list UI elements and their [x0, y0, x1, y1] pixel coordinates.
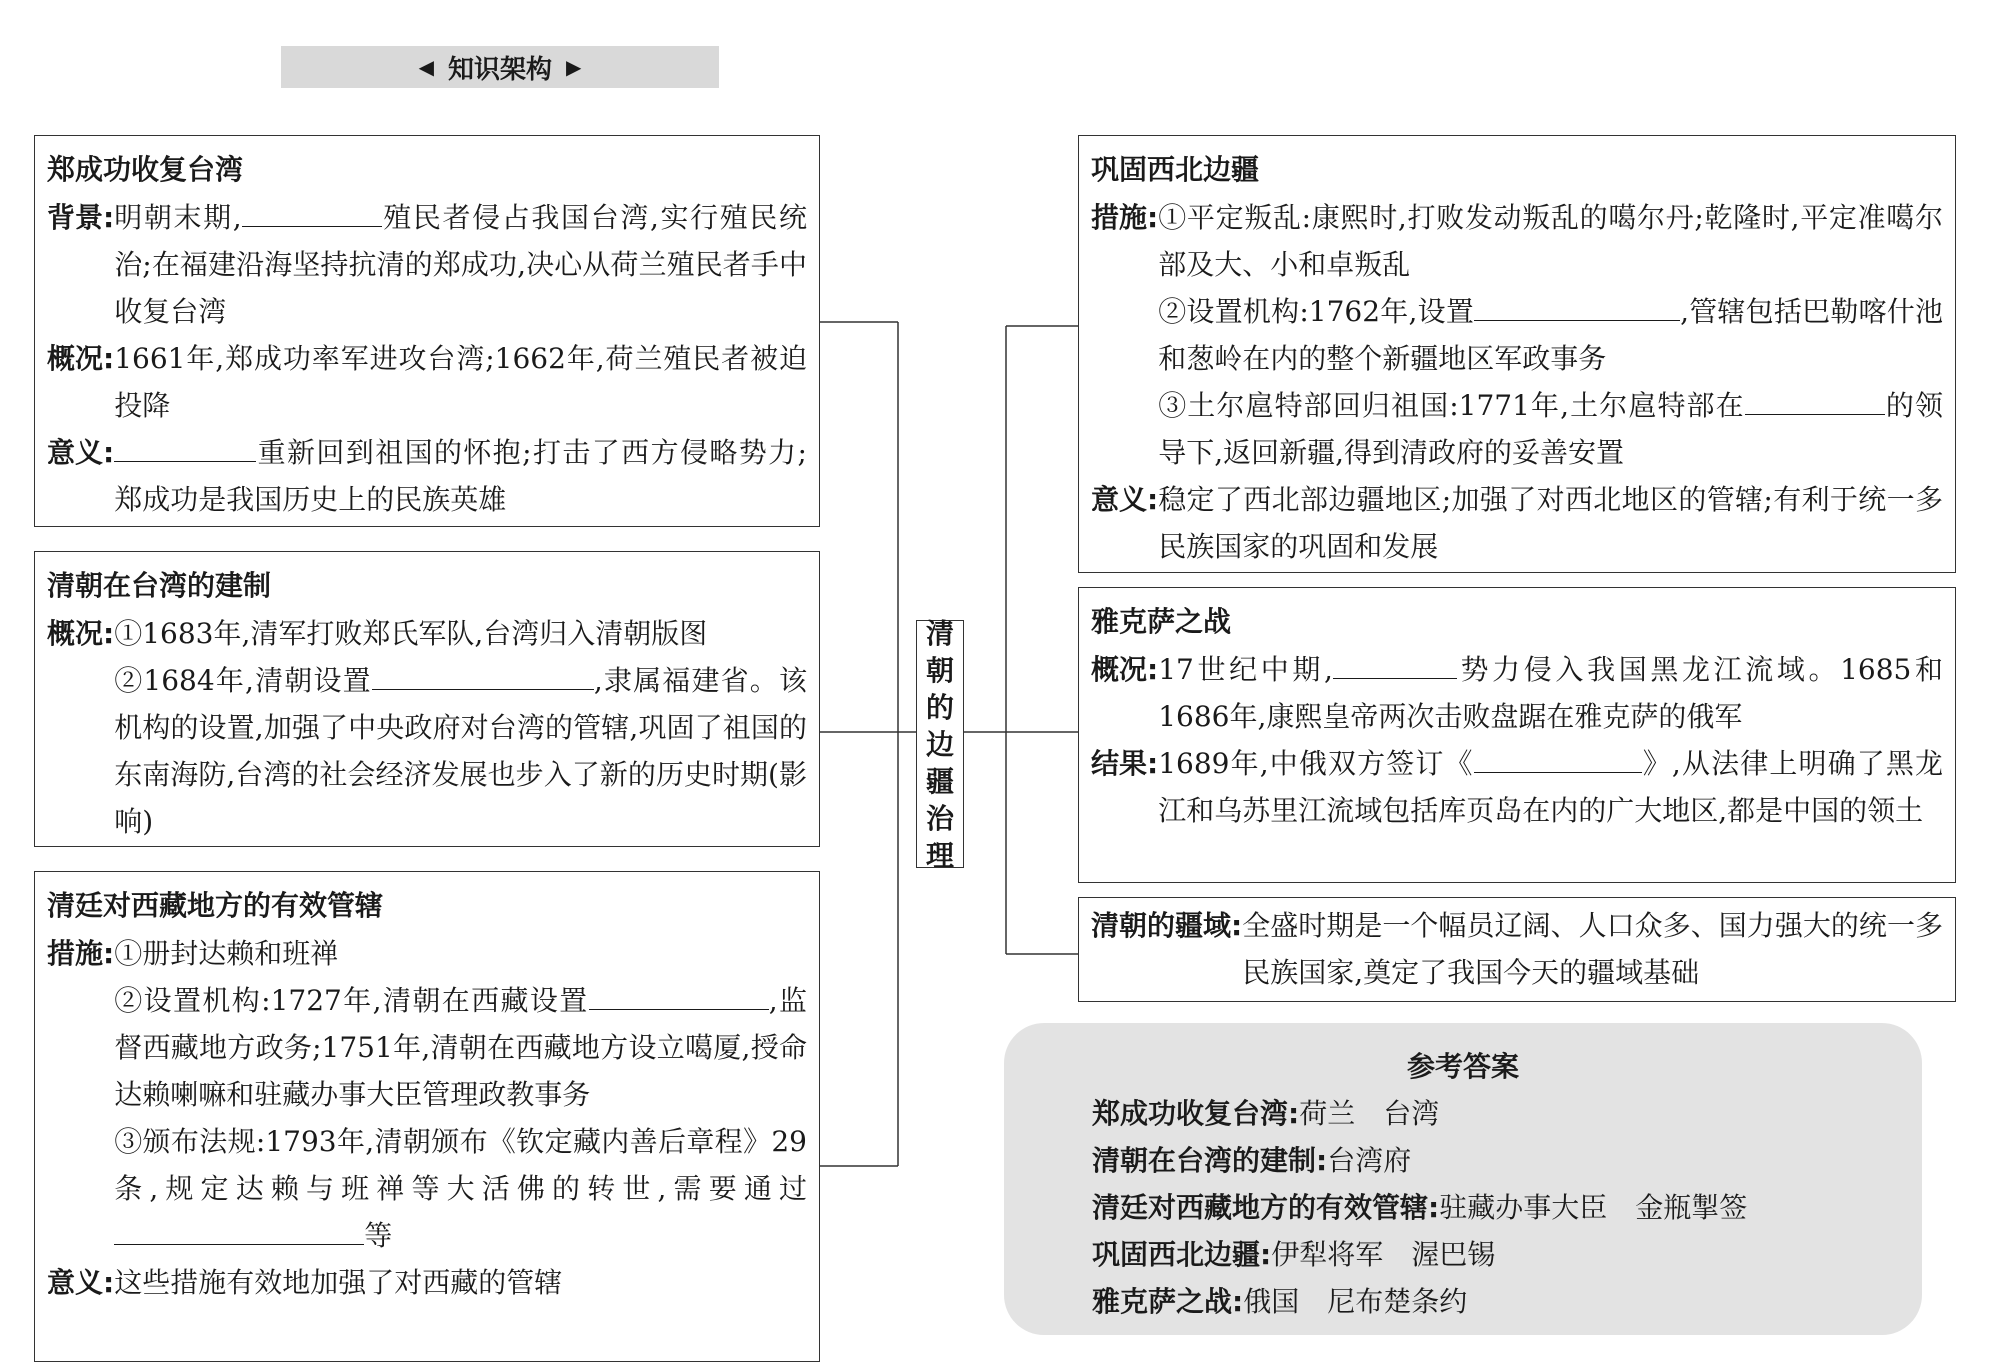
- overview-text: 1661年,郑成功率军进攻台湾;1662年,荷兰殖民者被迫投降: [114, 342, 807, 422]
- overview-label: 概况:: [1091, 653, 1159, 686]
- measure-item-1: ①平定叛乱:康熙时,打败发动叛乱的噶尔丹;乾隆时,平定准噶尔部及大、小和卓叛乱: [1158, 201, 1943, 281]
- measures-row: [1091, 194, 1943, 476]
- background-row: [47, 194, 807, 335]
- measure-item-2-a: ②设置机构:1727年,清朝在西藏设置: [114, 984, 589, 1017]
- overview-item-2-a: ②1684年,清朝设置: [114, 664, 372, 697]
- answer-value: 俄国 尼布楚条约: [1243, 1285, 1468, 1318]
- overview-item-1: ①1683年,清军打败郑氏军队,台湾归入清朝版图: [114, 617, 708, 650]
- answer-blank[interactable]: [1474, 744, 1642, 773]
- significance-label: 意义:: [47, 1266, 115, 1299]
- banner-title: 知识架构: [447, 54, 552, 85]
- box-yaksa: [1078, 587, 1956, 883]
- answer-key: [1004, 1023, 1922, 1335]
- answer-row: [1092, 1090, 1922, 1137]
- significance-row: [47, 1259, 807, 1306]
- measures-row: [47, 930, 807, 1259]
- measure-item-2-b: ,监督西藏地方政务;1751年,清朝在西藏地方设立噶厦,授命达赖喇嘛和驻藏办事大臣管理政教事务: [114, 984, 807, 1111]
- answer-value: 台湾府: [1327, 1144, 1412, 1177]
- answer-value: 荷兰 台湾: [1299, 1097, 1440, 1130]
- center-char: 的: [925, 690, 954, 724]
- overview-label: 概况:: [47, 617, 115, 650]
- territory-text: 全盛时期是一个幅员辽阔、人口众多、国力强大的统一多民族国家,奠定了我国今天的疆域基础: [1242, 909, 1943, 989]
- answer-blank[interactable]: [114, 1216, 364, 1245]
- answer-row: [1092, 1231, 1922, 1278]
- answer-label: 郑成功收复台湾:: [1092, 1097, 1300, 1130]
- territory-row: [1091, 902, 1943, 996]
- center-char: 边: [925, 727, 954, 761]
- answer-row: [1092, 1278, 1922, 1325]
- center-char: 疆: [925, 764, 954, 798]
- answer-value: 伊犁将军 渥巴锡: [1271, 1238, 1496, 1271]
- territory-label: 清朝的疆域:: [1091, 909, 1243, 942]
- significance-text: 稳定了西北部边疆地区;加强了对西北地区的管辖;有利于统一多民族国家的巩固和发展: [1158, 483, 1943, 563]
- measure-item-3-a: ③颁布法规:1793年,清朝颁布《钦定藏内善后章程》29条,规定达赖与班禅等大活佛的转世,需要通过: [114, 1125, 807, 1205]
- overview-item-2-b: ,隶属福建省。该机构的设置,加强了中央政府对台湾的管辖,巩固了祖国的东南海防,台湾的社会经济发展也步入了新的历史时期(影响): [114, 664, 807, 838]
- overview-row: [47, 335, 807, 429]
- right-triangle-icon: ▶: [566, 55, 582, 79]
- center-char: 清: [925, 616, 954, 650]
- center-char: 朝: [925, 653, 954, 687]
- significance-label: 意义:: [47, 436, 115, 469]
- overview-text-b: 势力侵入我国黑龙江流域。1685和1686年,康熙皇帝两次击败盘踞在雅克萨的俄军: [1158, 653, 1944, 733]
- significance-row: [1091, 476, 1943, 570]
- answer-label: 清廷对西藏地方的有效管辖:: [1092, 1191, 1440, 1224]
- answer-row: [1092, 1184, 1922, 1231]
- result-row: [1091, 740, 1943, 834]
- measure-item-3-b: 的领导下,返回新疆,得到清政府的妥善安置: [1158, 389, 1943, 469]
- answer-blank[interactable]: [1474, 292, 1680, 321]
- center-char: 治: [925, 801, 954, 835]
- answer-value: 驻藏办事大臣 金瓶掣签: [1439, 1191, 1748, 1224]
- answer-blank[interactable]: [589, 981, 769, 1010]
- background-label: 背景:: [47, 201, 115, 234]
- answer-key-title: 参考答案: [1406, 1050, 1519, 1083]
- answer-blank[interactable]: [372, 661, 594, 690]
- background-text-b: 殖民者侵占我国台湾,实行殖民统治;在福建沿海坚持抗清的郑成功,决心从荷兰殖民者手中收复台湾: [114, 201, 808, 328]
- significance-label: 意义:: [1091, 483, 1159, 516]
- overview-text-a: 17世纪中期,: [1158, 653, 1333, 686]
- center-char: 理: [925, 838, 954, 872]
- significance-text: 重新回到祖国的怀抱;打击了西方侵略势力;郑成功是我国历史上的民族英雄: [114, 436, 807, 516]
- measure-item-2-b: ,管辖包括巴勒喀什池和葱岭在内的整个新疆地区军政事务: [1158, 295, 1943, 375]
- answer-label: 清朝在台湾的建制:: [1092, 1144, 1328, 1177]
- box-title: 清朝在台湾的建制: [47, 569, 272, 602]
- answer-label: 雅克萨之战:: [1092, 1285, 1244, 1318]
- box-title: 雅克萨之战: [1091, 605, 1232, 638]
- result-text-b: 》,从法律上明确了黑龙江和乌苏里江流域包括库页岛在内的广大地区,都是中国的领土: [1158, 747, 1943, 827]
- answer-label: 巩固西北边疆:: [1092, 1238, 1272, 1271]
- overview-row: [1091, 646, 1943, 740]
- measure-item-3-a: ③土尔扈特部回归祖国:1771年,土尔扈特部在: [1158, 389, 1745, 422]
- box-northwest: [1078, 135, 1956, 573]
- measure-item-3-b: 等: [364, 1219, 393, 1252]
- measures-label: 措施:: [47, 937, 115, 970]
- background-text-a: 明朝末期,: [114, 201, 242, 234]
- answer-blank[interactable]: [1745, 386, 1885, 415]
- left-triangle-icon: ◀: [418, 55, 434, 79]
- box-territory: [1078, 897, 1956, 1002]
- answer-row: [1092, 1137, 1922, 1184]
- box-taiwan-admin: [34, 551, 820, 847]
- measures-label: 措施:: [1091, 201, 1159, 234]
- answer-blank[interactable]: [242, 198, 382, 227]
- center-topic: [916, 616, 964, 872]
- box-title: 郑成功收复台湾: [47, 153, 244, 186]
- measure-item-2-a: ②设置机构:1762年,设置: [1158, 295, 1475, 328]
- result-label: 结果:: [1091, 747, 1159, 780]
- box-title: 清廷对西藏地方的有效管辖: [47, 889, 384, 922]
- significance-text: 这些措施有效地加强了对西藏的管辖: [114, 1266, 563, 1299]
- answer-blank[interactable]: [1333, 650, 1457, 679]
- box-zheng-chenggong: [34, 135, 820, 527]
- overview-row: [47, 610, 807, 845]
- overview-label: 概况:: [47, 342, 115, 375]
- box-title: 巩固西北边疆: [1091, 153, 1260, 186]
- result-text-a: 1689年,中俄双方签订《: [1158, 747, 1474, 780]
- answer-blank[interactable]: [114, 433, 256, 462]
- measure-item-1: ①册封达赖和班禅: [114, 937, 339, 970]
- box-tibet: [34, 871, 820, 1362]
- significance-row: [47, 429, 807, 523]
